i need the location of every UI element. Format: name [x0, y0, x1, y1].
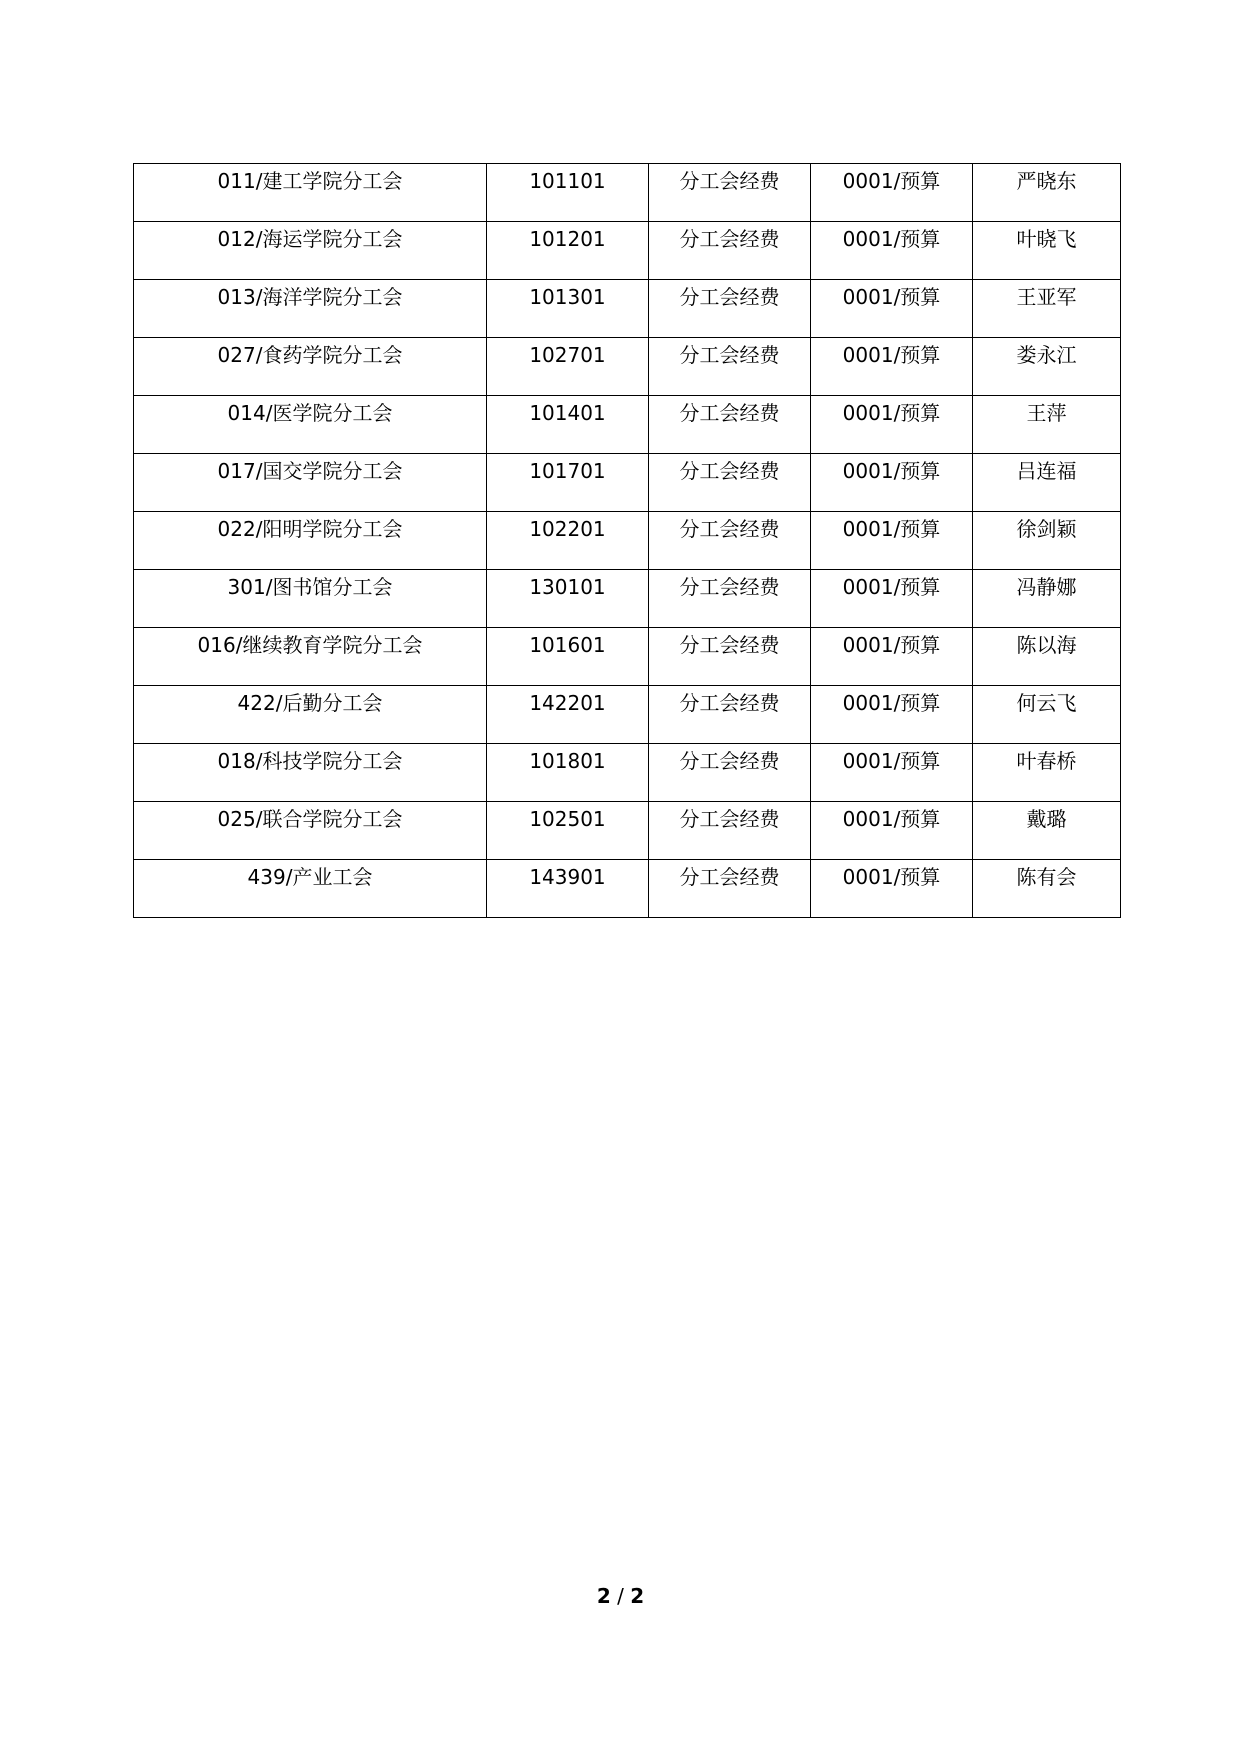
person-cell: 娄永江: [973, 338, 1121, 396]
budget-table: [133, 163, 1121, 918]
code-cell: 101601: [487, 628, 649, 686]
unit-cell: 018/科技学院分工会: [134, 744, 487, 802]
code-cell: 102701: [487, 338, 649, 396]
person-cell: 陈有会: [973, 860, 1121, 918]
unit-cell: 301/图书馆分工会: [134, 570, 487, 628]
unit-cell: 012/海运学院分工会: [134, 222, 487, 280]
fund-item-cell: 分工会经费: [649, 454, 811, 512]
budget-type-cell: 0001/预算: [811, 744, 973, 802]
fund-item-cell: 分工会经费: [649, 222, 811, 280]
unit-cell: 011/建工学院分工会: [134, 164, 487, 222]
budget-type-cell: 0001/预算: [811, 454, 973, 512]
budget-type-cell: 0001/预算: [811, 280, 973, 338]
budget-type-cell: 0001/预算: [811, 628, 973, 686]
budget-type-cell: 0001/预算: [811, 802, 973, 860]
person-cell: 徐剑颖: [973, 512, 1121, 570]
fund-item-cell: 分工会经费: [649, 396, 811, 454]
unit-cell: 017/国交学院分工会: [134, 454, 487, 512]
table-row: [134, 222, 1121, 280]
person-cell: 冯静娜: [973, 570, 1121, 628]
budget-type-cell: 0001/预算: [811, 222, 973, 280]
page-number-footer: [0, 1583, 1241, 1609]
person-cell: 严晓东: [973, 164, 1121, 222]
code-cell: 101201: [487, 222, 649, 280]
person-cell: 王亚军: [973, 280, 1121, 338]
budget-type-cell: 0001/预算: [811, 164, 973, 222]
code-cell: 101801: [487, 744, 649, 802]
table-row: [134, 860, 1121, 918]
table-row: [134, 570, 1121, 628]
fund-item-cell: 分工会经费: [649, 338, 811, 396]
code-cell: 101701: [487, 454, 649, 512]
fund-item-cell: 分工会经费: [649, 628, 811, 686]
table-row: [134, 454, 1121, 512]
unit-cell: 027/食药学院分工会: [134, 338, 487, 396]
person-cell: 吕连福: [973, 454, 1121, 512]
table-row: [134, 802, 1121, 860]
fund-item-cell: 分工会经费: [649, 744, 811, 802]
person-cell: 叶晓飞: [973, 222, 1121, 280]
table-row: [134, 164, 1121, 222]
unit-cell: 014/医学院分工会: [134, 396, 487, 454]
person-cell: 叶春桥: [973, 744, 1121, 802]
fund-item-cell: 分工会经费: [649, 280, 811, 338]
code-cell: 101301: [487, 280, 649, 338]
budget-type-cell: 0001/预算: [811, 396, 973, 454]
unit-cell: 422/后勤分工会: [134, 686, 487, 744]
unit-cell: 016/继续教育学院分工会: [134, 628, 487, 686]
table-row: [134, 744, 1121, 802]
table-body: [134, 164, 1121, 918]
fund-item-cell: 分工会经费: [649, 512, 811, 570]
code-cell: 101401: [487, 396, 649, 454]
code-cell: 102201: [487, 512, 649, 570]
table-row: [134, 628, 1121, 686]
page-current: 2: [596, 1584, 611, 1608]
budget-type-cell: 0001/预算: [811, 512, 973, 570]
code-cell: 130101: [487, 570, 649, 628]
code-cell: 101101: [487, 164, 649, 222]
page-total: 2: [630, 1584, 645, 1608]
fund-item-cell: 分工会经费: [649, 860, 811, 918]
code-cell: 142201: [487, 686, 649, 744]
budget-type-cell: 0001/预算: [811, 338, 973, 396]
table-row: [134, 280, 1121, 338]
person-cell: 戴璐: [973, 802, 1121, 860]
table-row: [134, 512, 1121, 570]
fund-item-cell: 分工会经费: [649, 164, 811, 222]
table-row: [134, 338, 1121, 396]
unit-cell: 022/阳明学院分工会: [134, 512, 487, 570]
fund-item-cell: 分工会经费: [649, 802, 811, 860]
page-separator: /: [617, 1584, 624, 1608]
budget-type-cell: 0001/预算: [811, 860, 973, 918]
code-cell: 143901: [487, 860, 649, 918]
unit-cell: 025/联合学院分工会: [134, 802, 487, 860]
unit-cell: 013/海洋学院分工会: [134, 280, 487, 338]
budget-type-cell: 0001/预算: [811, 686, 973, 744]
table-row: [134, 686, 1121, 744]
unit-cell: 439/产业工会: [134, 860, 487, 918]
person-cell: 何云飞: [973, 686, 1121, 744]
person-cell: 王萍: [973, 396, 1121, 454]
fund-item-cell: 分工会经费: [649, 686, 811, 744]
fund-item-cell: 分工会经费: [649, 570, 811, 628]
person-cell: 陈以海: [973, 628, 1121, 686]
table-row: [134, 396, 1121, 454]
budget-type-cell: 0001/预算: [811, 570, 973, 628]
code-cell: 102501: [487, 802, 649, 860]
